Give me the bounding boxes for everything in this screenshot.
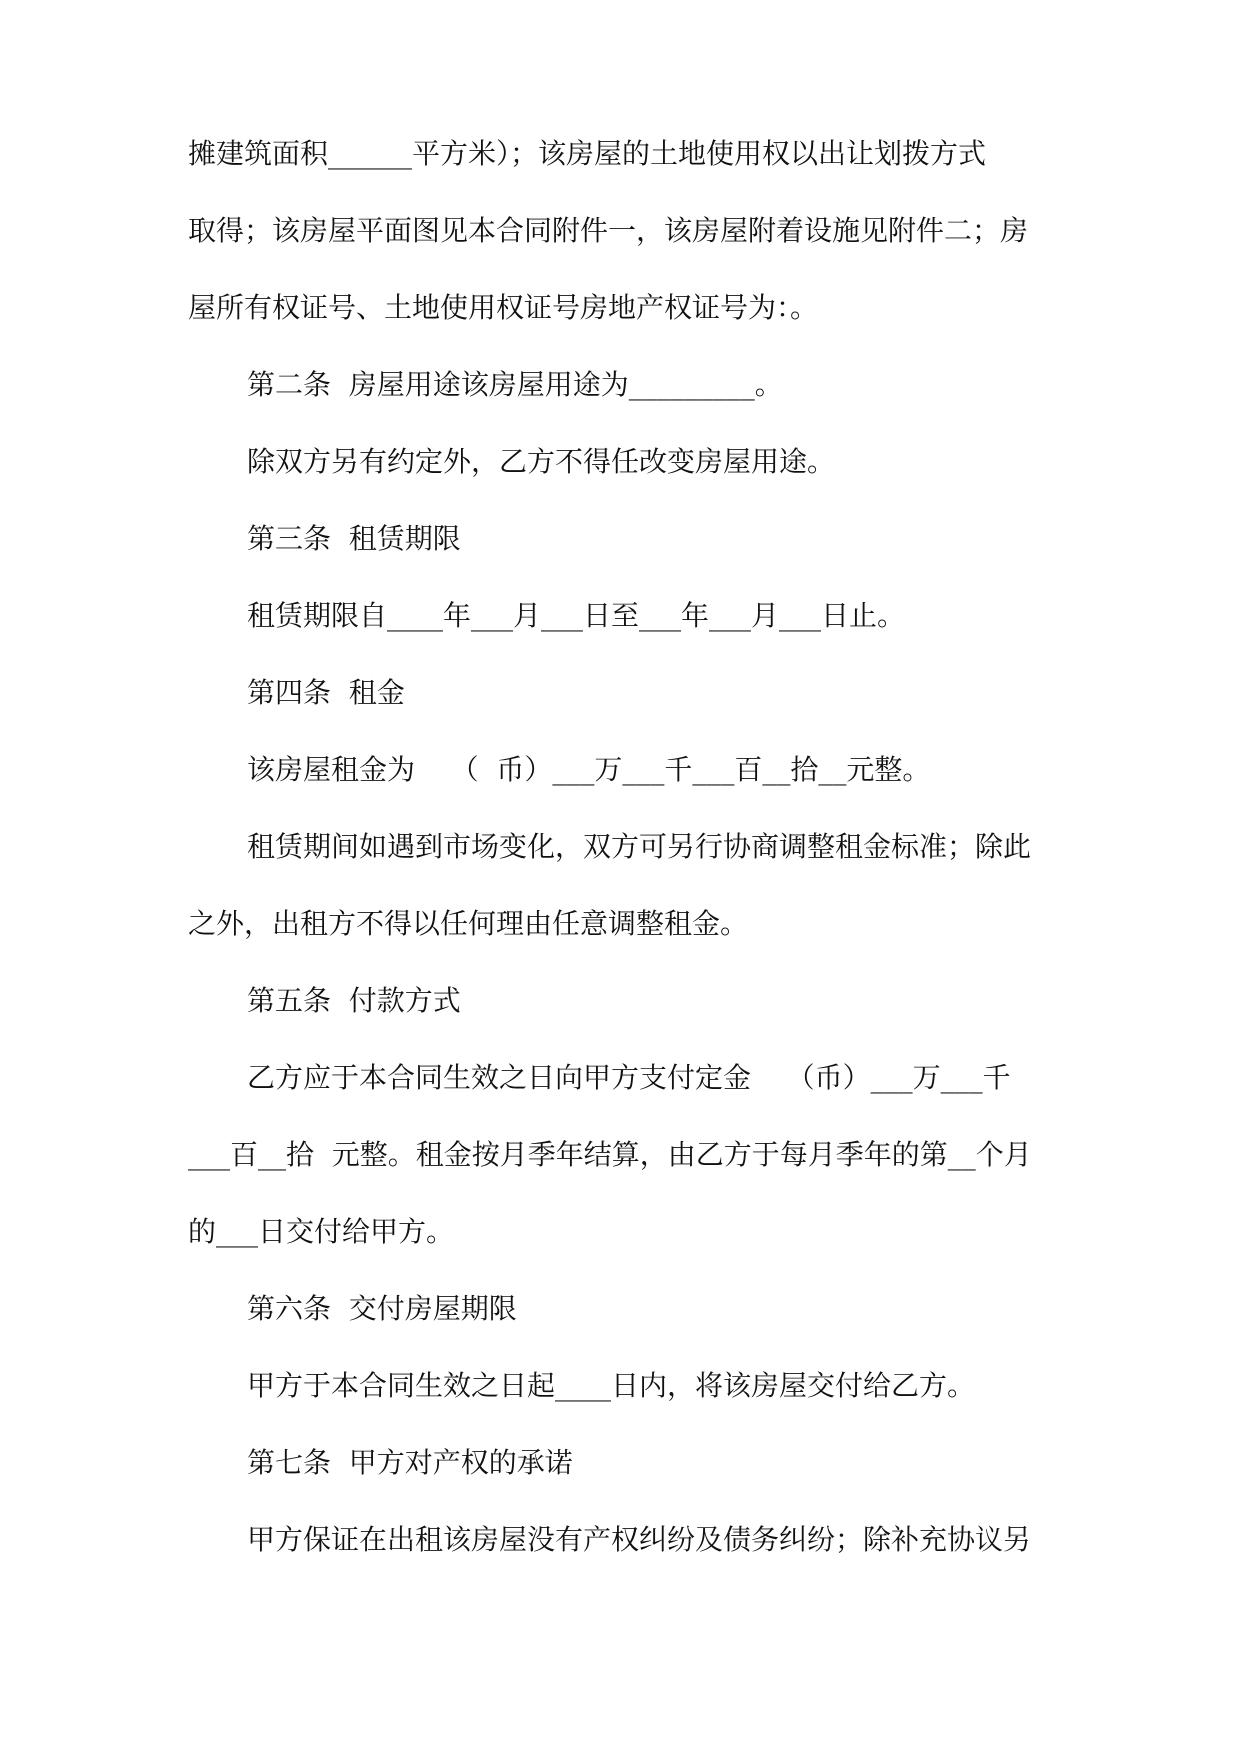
article-heading: 第三条 租赁期限	[247, 522, 461, 555]
text-line: 摊建筑面积______平方米）；该房屋的土地使用权以出让划拨方式	[188, 137, 987, 170]
text-line: 之外，出租方不得以任何理由任意调整租金。	[188, 907, 749, 940]
text-line: 甲方于本合同生效之日起____日内，将该房屋交付给乙方。	[247, 1369, 976, 1402]
text-line: 该房屋租金为 （ 币）___万___千___百__拾__元整。	[247, 753, 931, 786]
text-line: 屋所有权证号、土地使用权证号房地产权证号为：。	[188, 291, 819, 324]
text-line: 租赁期间如遇到市场变化，双方可另行协商调整租金标准；除此	[247, 830, 1032, 863]
text-line: 取得；该房屋平面图见本合同附件一，该房屋附着设施见附件二；房	[188, 214, 1029, 247]
text-line: 甲方保证在出租该房屋没有产权纠纷及债务纠纷；除补充协议另	[247, 1523, 1032, 1556]
article-heading: 第七条 甲方对产权的承诺	[247, 1446, 573, 1479]
article-heading: 第六条 交付房屋期限	[247, 1292, 517, 1325]
article-heading: 第五条 付款方式	[247, 984, 461, 1017]
text-line: 的___日交付给甲方。	[188, 1215, 455, 1248]
text-line: 乙方应于本合同生效之日向甲方支付定金 （币）___万___千	[247, 1061, 1011, 1094]
article-heading: 第二条 房屋用途该房屋用途为_________。	[247, 368, 783, 401]
text-line: 除双方另有约定外，乙方不得任改变房屋用途。	[247, 445, 836, 478]
text-line: 租赁期限自____年___月___日至___年___月___日止。	[247, 599, 906, 632]
article-heading: 第四条 租金	[247, 676, 405, 709]
text-line: ___百__拾 元整。租金按月季年结算，由乙方于每月季年的第__个月	[188, 1138, 1032, 1171]
